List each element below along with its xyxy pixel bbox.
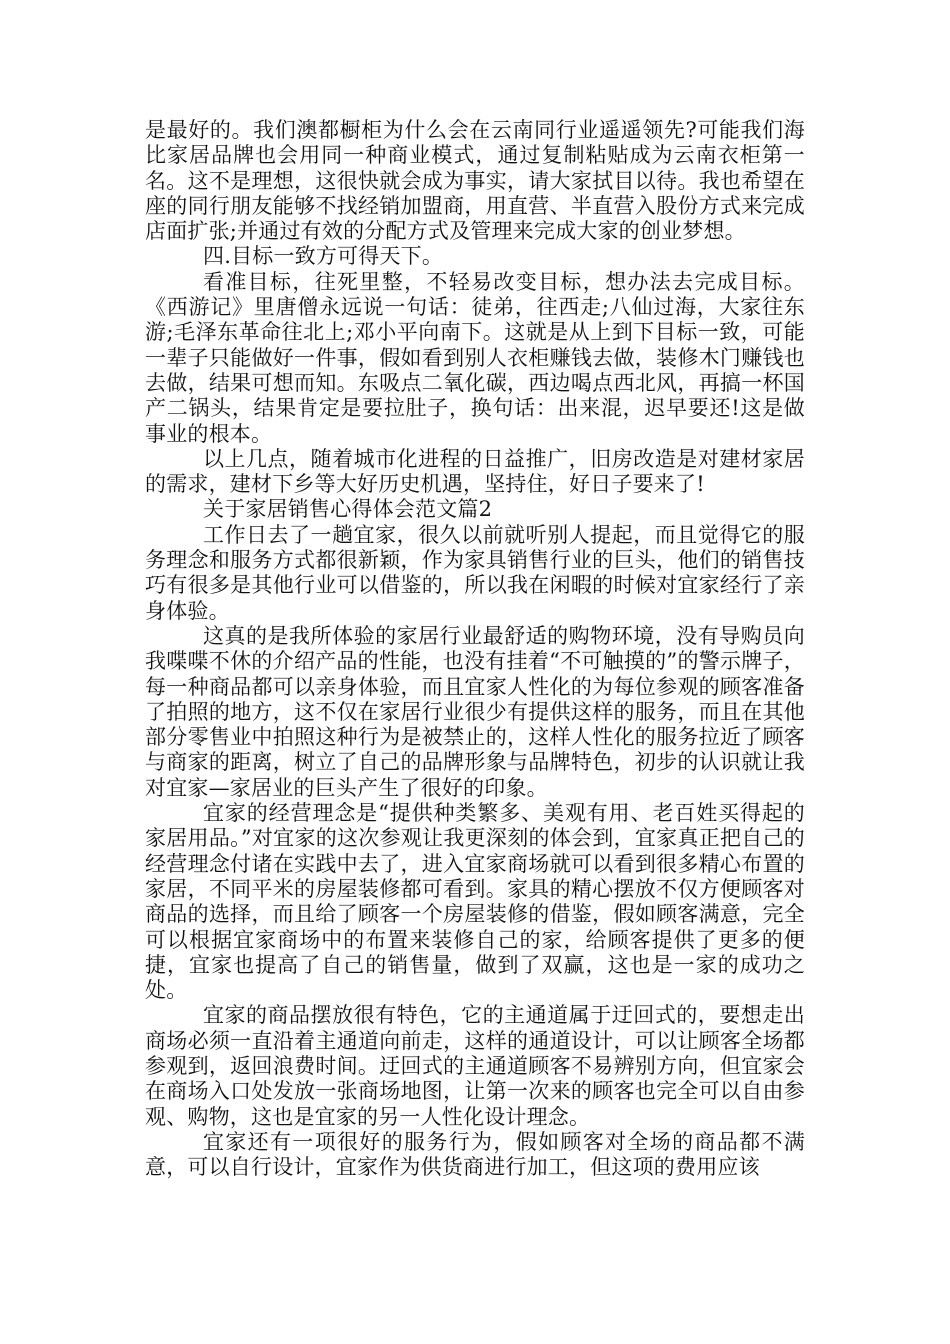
document-page bbox=[145, 118, 805, 1180]
paragraph: 宜家还有一项很好的服务行为，假如顾客对全场的商品都不满意，可以自行设计，宜家作为供货商进行加工，但这项的费用应该 bbox=[145, 1129, 805, 1180]
section-heading-four: 四.目标一致方可得天下。 bbox=[203, 244, 444, 269]
paragraph: 这真的是我所体验的家居行业最舒适的购物环境，没有导购员向我喋喋不休的介绍产品的性能，也没有挂着“不可触摸的”的警示牌子，每一种商品都可以亲身体验，而且宜家人性化的为每位参观的顾客准备了拍照的地方，这不仅在家居行业很少有提供这样的服务，而且在其他部分零售业中拍照这种行为是被禁止的，这样人性化的服务拉近了顾客与商家的距离，树立了自己的品牌形象与品牌特色，初步的认识就让我对宜家—家居业的巨头产生了很好的印象。 bbox=[145, 623, 805, 800]
paragraph: 以上几点，随着城市化进程的日益推广，旧房改造是对建材家居的需求，建材下乡等大好历史机遇，坚持住，好日子要来了! bbox=[145, 446, 805, 497]
paragraph: 宜家的经营理念是“提供种类繁多、美观有用、老百姓买得起的家居用品。”对宜家的这次参观让我更深刻的体会到，宜家真正把自己的经营理念付诸在实践中去了，进入宜家商场就可以看到很多精心布置的家居，不同平米的房屋装修都可看到。家具的精心摆放不仅方便顾客对商品的选择，而且给了顾客一个房屋装修的借鉴，假如顾客满意，完全可以根据宜家商场中的布置来装修自己的家，给顾客提供了更多的便捷，宜家也提高了自己的销售量，做到了双赢，这也是一家的成功之处。 bbox=[145, 801, 805, 1003]
article-title: 关于家居销售心得体会范文篇2 bbox=[203, 497, 493, 522]
paragraph: 看准目标，往死里整，不轻易改变目标，想办法去完成目标。《西游记》里唐僧永远说一句话：徒弟，往西走;八仙过海，大家往东游;毛泽东革命往北上;邓小平向南下。这就是从上到下目标一致，可能一辈子只能做好一件事，假如看到别人衣柜赚钱去做，装修木门赚钱也去做，结果可想而知。东吸点二氧化碳，西边喝点西北风，再搞一杯国产二锅头，结果肯定是要拉肚子，换句话：出来混，迟早要还!这是做事业的根本。 bbox=[145, 269, 805, 446]
paragraph: 工作日去了一趟宜家，很久以前就听别人提起，而且觉得它的服务理念和服务方式都很新颖，作为家具销售行业的巨头，他们的销售技巧有很多是其他行业可以借鉴的，所以我在闲暇的时候对宜家经行了亲身体验。 bbox=[145, 522, 805, 623]
paragraph: 宜家的商品摆放很有特色，它的主通道属于迂回式的，要想走出商场必须一直沿着主通道向前走，这样的通道设计，可以让顾客全场都参观到，返回浪费时间。迂回式的主通道顾客不易辨别方向，但宜家会在商场入口处发放一张商场地图，让第一次来的顾客也完全可以自由参观、购物，这也是宜家的另一人性化设计理念。 bbox=[145, 1003, 805, 1129]
paragraph-continuation: 是最好的。我们澳都橱柜为什么会在云南同行业遥遥领先?可能我们海比家居品牌也会用同一种商业模式，通过复制粘贴成为云南衣柜第一名。这不是理想，这很快就会成为事实，请大家拭目以待。我也希望在座的同行朋友能够不找经销加盟商，用直营、半直营入股份方式来完成店面扩张;并通过有效的分配方式及管理来完成大家的创业梦想。 bbox=[145, 118, 805, 244]
